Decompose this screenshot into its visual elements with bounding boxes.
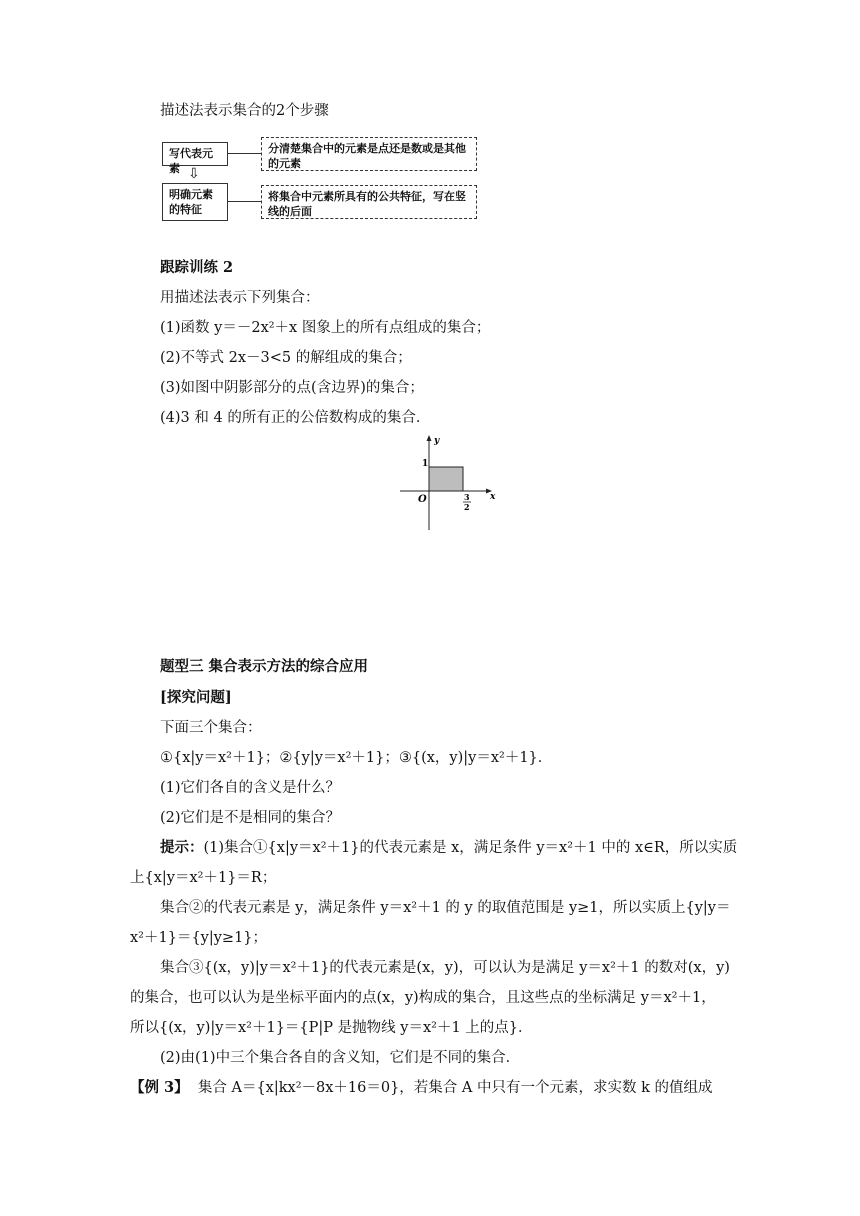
training-title: 跟踪训练 2 xyxy=(160,259,234,276)
hint-d: (2)由(1)中三个集合各自的含义知，它们是不同的集合． xyxy=(160,1050,521,1066)
flow-step1: 写代表元素 xyxy=(162,142,228,166)
hint-b-line2: x²＋1}＝{y|y≥1}； xyxy=(130,930,268,946)
shaded-region-figure xyxy=(396,430,506,532)
y-axis-label: y xyxy=(434,436,440,446)
training-q1: (1)函数 y＝－2x²＋x 图象上的所有点组成的集合； xyxy=(160,320,491,336)
origin-label: O xyxy=(418,494,427,505)
hint-c-line3: 所以{(x，y)|y＝x²＋1}＝{P|P 是抛物线 y＝x²＋1 上的点}． xyxy=(130,1020,533,1036)
x-tick-numerator: 3 xyxy=(464,492,470,502)
flow-step2-desc: 将集合中元素所具有的公共特征，写在竖线的后面 xyxy=(261,185,477,219)
flow-connector-2 xyxy=(228,201,262,202)
hint-a-line2: 上{x|y＝x²＋1}＝R； xyxy=(130,870,277,886)
training-q4: (4)3 和 4 的所有正的公倍数构成的集合． xyxy=(160,410,431,426)
x-tick-denominator: 2 xyxy=(464,502,470,512)
training-q3: (3)如图中阴影部分的点(含边界)的集合； xyxy=(160,380,424,396)
x-axis-label: x xyxy=(490,492,496,502)
hint-c-line1: 集合③{(x，y)|y＝x²＋1}的代表元素是(x，y)，可以认为是满足 y＝x²＋1 的数对(x，y) xyxy=(160,960,730,976)
flow-connector-1 xyxy=(228,153,262,154)
explore-intro: 下面三个集合： xyxy=(160,720,262,736)
y-axis-arrow-icon xyxy=(427,435,432,441)
hint-a-text: (1)集合①{x|y＝x²＋1}的代表元素是 x，满足条件 y＝x²＋1 中的 x∈R，所以实质 xyxy=(203,840,738,856)
explore-heading: [探究问题] xyxy=(160,689,232,706)
hint-b-line1: 集合②的代表元素是 y，满足条件 y＝x²＋1 的 y 的取值范围是 y≥1，所以实质上{y|y＝ xyxy=(160,900,731,916)
explore-q2: (2)它们是不是相同的集合？ xyxy=(160,810,341,826)
flow-step2: 明确元素的特征 xyxy=(162,183,228,221)
flow-step1-desc: 分清楚集合中的元素是点还是数或是其他的元素 xyxy=(261,137,477,171)
hint-label: 提示： xyxy=(160,839,204,856)
shaded-rectangle xyxy=(429,467,463,491)
y-tick-label: 1 xyxy=(422,459,429,469)
example-label: 【例 3】 xyxy=(130,1079,189,1096)
intro-title: 描述法表示集合的2个步骤 xyxy=(160,103,329,119)
training-prompt: 用描述法表示下列集合： xyxy=(160,290,320,306)
training-q2: (2)不等式 2x－3<5 的解组成的集合； xyxy=(160,350,412,366)
hint-a-line1 xyxy=(160,838,737,858)
explore-sets: ①{x|y＝x²＋1}；②{y|y＝x²＋1}；③{(x，y)|y＝x²＋1}． xyxy=(160,750,553,766)
example-3 xyxy=(130,1078,713,1098)
explore-q1: (1)它们各自的含义是什么？ xyxy=(160,780,341,796)
flow-arrow-icon: ⇩ xyxy=(188,166,200,182)
hint-c-line2: 的集合，也可以认为是坐标平面内的点(x，y)构成的集合，且这些点的坐标满足 y＝x²＋1， xyxy=(130,990,716,1006)
section-title: 题型三 集合表示方法的综合应用 xyxy=(160,658,369,675)
example-text: 集合 A＝{x|kx²－8x＋16＝0}，若集合 A 中只有一个元素，求实数 k 的值组成 xyxy=(197,1080,713,1096)
